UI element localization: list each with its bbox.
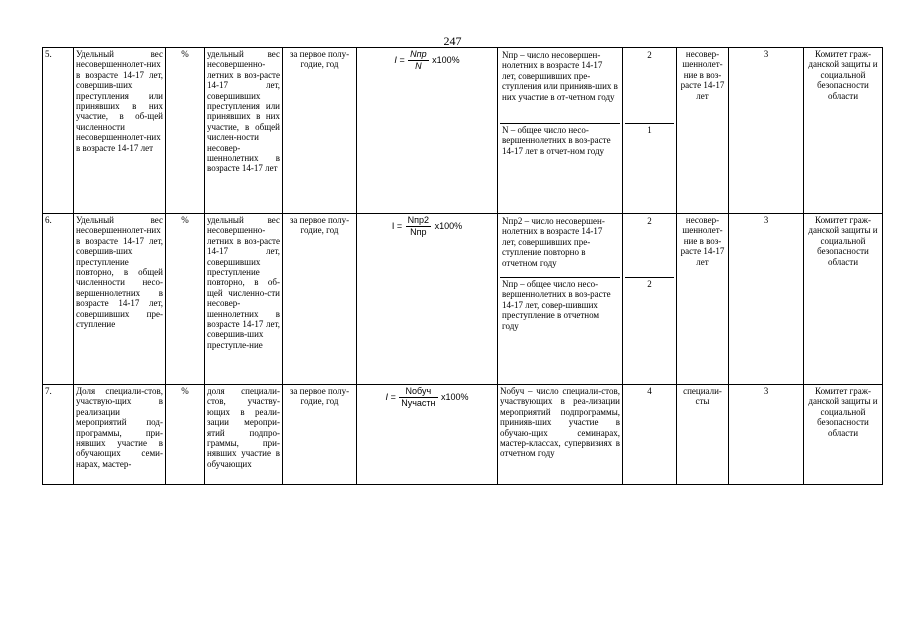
method-code: 2 (625, 215, 674, 278)
formula (357, 48, 498, 214)
indicators-table (42, 47, 883, 485)
formula-numerator: Nобуч (399, 386, 437, 398)
unit: % (166, 214, 205, 385)
row-number: 5. (43, 48, 74, 214)
indicator-name: Доля специали-стов, участвую-щих в реализации мероприятий под-программы, при-нявших участие в обучающих семи-нарах, мастер- (74, 385, 166, 485)
formula-fraction (399, 386, 437, 409)
method-codes (623, 48, 677, 214)
observation-object: несовер-шеннолет-ние в воз-расте 14-17 лет (677, 48, 729, 214)
responsible-org: Комитет граж-данской защиты и социальной безопасности области (804, 48, 883, 214)
responsible-org: Комитет граж-данской защиты и социальной безопасности области (804, 214, 883, 385)
indicator-definition: удельный вес несовершенно-летних в воз-расте 14-17 лет, совершивших преступления или принявших в них участие, в общей числен-ности несовер-шеннолетних в возрасте 14-17 лет (205, 48, 283, 214)
observation-object: несовер-шеннолет-ние в воз-расте 14-17 лет (677, 214, 729, 385)
frequency: 3 (729, 385, 804, 485)
unit: % (166, 48, 205, 214)
variable-description: Nпр – общее число несо-вершеннолетних в воз-расте 14-17 лет, совер-шивших преступление в отчетном году (502, 279, 611, 331)
formula-multiplier: x100% (434, 220, 463, 231)
frequency: 3 (729, 48, 804, 214)
formula-denominator: N (415, 61, 422, 71)
table-row (43, 214, 883, 385)
formula-multiplier: x100% (441, 391, 469, 402)
formula-lhs: I = (394, 54, 405, 65)
formula-lhs: I = (385, 391, 396, 402)
table-row (43, 385, 883, 485)
method-code: 4 (623, 385, 677, 485)
period: за первое полу-годие, год (283, 385, 357, 485)
formula-lhs: I = (391, 220, 403, 231)
row-number: 7. (43, 385, 74, 485)
formula-fraction (408, 49, 428, 72)
indicator-definition: доля специали-стов, участву-ющих в реали-зации меропри-ятий подпро-граммы, при-нявших участие в обучающих (205, 385, 283, 485)
indicator-name: Удельный вес несовершеннолет-них в возрасте 14-17 лет, совершив-ших преступления или принявших в них участие, в об-щей численности несовершеннолет-них в возрасте 14-17 лет (74, 48, 166, 214)
indicator-name: Удельный вес несовершеннолет-них в возрасте 14-17 лет, совершив-ших преступление повторно, в общей численности несо-вершеннолетних в возрасте 14-17 лет, совершивших пре-ступление (74, 214, 166, 385)
page-number: 247 (443, 34, 462, 48)
formula (357, 385, 498, 485)
period: за первое полу-годие, год (283, 214, 357, 385)
formula-denominator: Nпр (410, 227, 427, 237)
indicator-definition: удельный вес несовершенно-летних в воз-расте 14-17 лет, совершивших преступление повторно, в об-щей численно-сти несовер-шеннолетних в возрасте 14-17 лет, совершив-ших преступле-ние (205, 214, 283, 385)
formula-fraction (406, 215, 431, 238)
frequency: 3 (729, 214, 804, 385)
variable-description: Nпр – число несовершен-нолетних в возрасте 14-17 лет, совершивших пре-ступления или принияв-ших в них участие в от-четном году (500, 49, 620, 124)
method-code: 1 (647, 125, 652, 135)
variable-descriptions (498, 48, 623, 214)
formula-numerator: Nпр (410, 49, 427, 59)
table-row (43, 48, 883, 214)
observation-object: специали-сты (677, 385, 729, 485)
method-codes (623, 214, 677, 385)
variable-descriptions (498, 214, 623, 385)
period: за первое полу-годие, год (283, 48, 357, 214)
formula (357, 214, 498, 385)
variable-description: Nпр2 – число несовершен-нолетних в возрасте 14-17 лет, совершивших пре-ступление повторно в отчетном году (500, 215, 620, 278)
unit: % (166, 385, 205, 485)
method-code: 2 (625, 49, 674, 124)
method-code: 2 (647, 279, 652, 289)
variable-description: Nобуч – число специали-стов, участвующих в реа-лизации мероприятий подпрограммы, принияв-ших участие в обучаю-щих семинарах, мастер-классах, супервизиях в отчетном году (498, 385, 623, 485)
formula-denominator: Nучастн (401, 398, 436, 408)
formula-multiplier: x100% (432, 54, 460, 65)
variable-description: N – общее число несо-вершеннолетних в воз-расте 14-17 лет в отчет-ном году (502, 125, 611, 156)
responsible-org: Комитет граж-данской защиты и социальной безопасности области (804, 385, 883, 485)
formula-numerator: Nпр2 (407, 215, 430, 225)
row-number: 6. (43, 214, 74, 385)
